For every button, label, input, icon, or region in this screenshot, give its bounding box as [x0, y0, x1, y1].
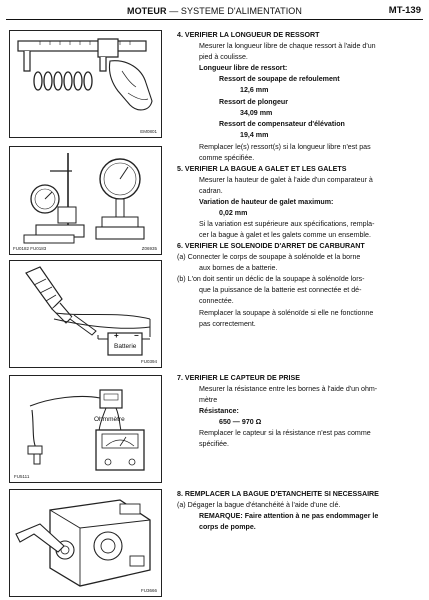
text-line-l17: 0,02 mm	[219, 209, 248, 217]
dial-gauge-illustration	[10, 147, 161, 254]
text-line-l4: Longueur libre de ressort:	[199, 64, 288, 72]
ohmmeter-label: Ohmmètre	[94, 416, 125, 423]
header-divider	[6, 19, 423, 20]
section-title: MOTEUR	[126, 6, 167, 16]
subsection-title: SYSTEME D'ALIMENTATION	[180, 6, 303, 16]
text-line-l26: Remplacer la soupape à solénoïde si elle ne fonctionne	[199, 309, 374, 317]
text-line-l10: 19,4 mm	[240, 131, 269, 139]
text-line-l31: Résistance:	[199, 407, 239, 415]
text-line-l36: (a) Dégager la bague d'étanchéité à l'aide d'une clé.	[177, 501, 341, 509]
figure-code: FU5111	[14, 474, 30, 479]
text-line-l30: mètre	[199, 396, 218, 404]
text-line-l11: Remplacer le(s) ressort(s) si la longueur libre n'est pas	[199, 143, 371, 151]
text-line-l7: Ressort de plongeur	[219, 98, 288, 106]
text-line-l34: spécifiée.	[199, 440, 229, 448]
text-line-l28: 7. VERIFIER LE CAPTEUR DE PRISE	[177, 374, 300, 382]
caliper-illustration	[10, 31, 161, 137]
battery-label: Batterie	[114, 343, 137, 350]
text-line-l29: Mesurer la résistance entre les bornes à l'aide d'un ohm-	[199, 385, 378, 393]
text-line-l5: Ressort de soupape de refoulement	[219, 75, 340, 83]
text-line-l14: Mesurer la hauteur de galet à l'aide d'un comparateur à	[199, 176, 373, 184]
text-line-l18: Si la variation est supérieure aux spécifications, rempla-	[199, 220, 375, 228]
text-line-l6: 12,6 mm	[240, 86, 269, 94]
battery-minus: −	[134, 331, 139, 340]
figure-code: FU3666	[140, 588, 157, 593]
text-line-l3: pied à coulisse.	[199, 53, 248, 61]
figure-ohmmeter-sensor	[9, 375, 162, 483]
text-line-l37: REMARQUE: Faire attention à ne pas endommager le	[199, 512, 379, 520]
text-line-l15: cadran.	[199, 187, 223, 195]
text-line-l12: comme spécifiée.	[199, 154, 255, 162]
text-line-l20: 6. VERIFIER LE SOLENOIDE D'ARRET DE CARBURANT	[177, 242, 365, 250]
text-line-l27: pas correctement.	[199, 320, 256, 328]
text-line-l1: 4. VERIFIER LA LONGUEUR DE RESSORT	[177, 31, 320, 39]
figure-code: EM0801	[140, 129, 157, 134]
figure-code: FU0394	[140, 359, 157, 364]
text-line-l9: Ressort de compensateur d'élévation	[219, 120, 345, 128]
text-line-l2: Mesurer la longueur libre de chaque ressort à l'aide d'un	[199, 42, 376, 50]
figure-caliper-spring	[9, 30, 162, 138]
battery-plus: +	[114, 331, 119, 340]
pump-seal-illustration	[10, 490, 161, 596]
text-line-l21: (a) Connecter le corps de soupape à solénoïde et la borne	[177, 253, 361, 261]
page-number: MT-139	[388, 5, 421, 16]
text-line-l16: Variation de hauteur de galet maximum:	[199, 198, 334, 206]
text-line-l22: aux bornes de a batterie.	[199, 264, 278, 272]
figure-code: FU0182 FU0183	[13, 246, 47, 251]
ohmmeter-sensor-illustration	[10, 376, 161, 482]
figure-dial-gauge	[9, 146, 162, 255]
page-header	[0, 6, 429, 16]
text-line-l32: 650 — 970 Ω	[219, 418, 262, 426]
figure-pump-seal	[9, 489, 162, 597]
text-line-l13: 5. VERIFIER LA BAGUE A GALET ET LES GALETS	[177, 165, 347, 173]
figure-code: Z06935	[141, 246, 157, 251]
text-line-l38: corps de pompe.	[199, 523, 256, 531]
text-line-l25: connectée.	[199, 297, 234, 305]
text-line-l23: (b) L'on doit sentir un déclic de la soupape à solénoïde lors-	[177, 275, 365, 283]
text-line-l24: que la puissance de la batterie est connectée et dé-	[199, 286, 362, 294]
text-line-l8: 34,09 mm	[240, 109, 273, 117]
text-line-l33: Remplacer le capteur si la résistance n'est pas comme	[199, 429, 371, 437]
text-line-l35: 8. REMPLACER LA BAGUE D'ETANCHEITE SI NECESSAIRE	[177, 490, 379, 498]
solenoid-battery-illustration	[10, 261, 161, 367]
header-dash: —	[169, 6, 179, 16]
figure-solenoid-battery	[9, 260, 162, 368]
text-line-l19: cer la bague à galet et les galets comme un ensemble.	[199, 231, 371, 239]
